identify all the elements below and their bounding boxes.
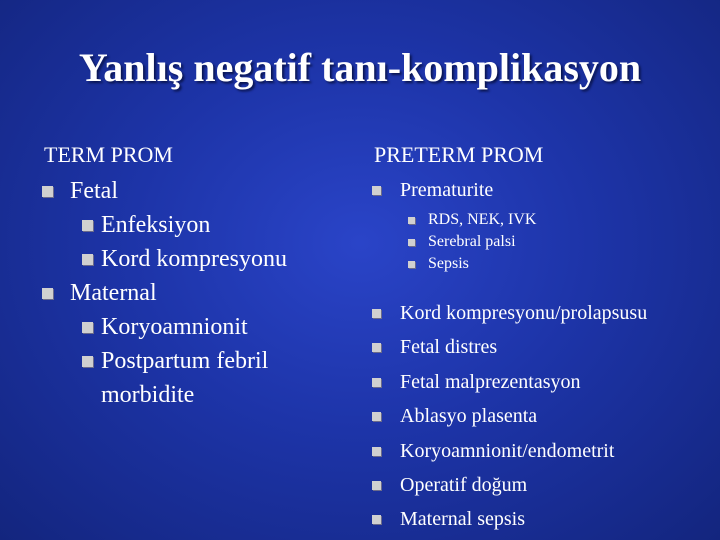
list-subitem xyxy=(42,208,287,242)
list-item xyxy=(372,468,647,502)
list-item-label: Maternal xyxy=(70,280,157,306)
list-item-label: Kord kompresyonu/prolapsusu xyxy=(400,302,648,324)
list-item xyxy=(372,502,647,536)
list-item xyxy=(372,296,647,330)
list-item-label: Fetal malprezentasyon xyxy=(400,370,581,393)
list-subitem-continuation: morbidite xyxy=(101,382,195,408)
term-prom-heading: TERM PROM xyxy=(44,142,173,167)
list-item xyxy=(372,330,647,364)
square-bullet-icon xyxy=(42,186,53,197)
square-bullet-icon xyxy=(408,239,415,246)
list-subitem-label: Serebral palsi xyxy=(428,233,516,250)
list-subitem-label: Postpartum febril xyxy=(101,348,269,374)
list-item-maternal xyxy=(42,276,287,310)
list-subitem-label: Koryoamnionit xyxy=(101,314,248,340)
preterm-prom-list xyxy=(372,296,647,537)
list-subitem xyxy=(42,344,287,378)
list-item xyxy=(372,365,647,399)
square-bullet-icon xyxy=(82,356,93,367)
list-subitem-label: Kord kompresyonu xyxy=(101,246,287,272)
list-subitem-label: RDS, NEK, IVK xyxy=(428,211,537,228)
list-item-label: Fetal xyxy=(70,178,118,204)
list-item xyxy=(372,434,647,468)
list-subitem xyxy=(372,209,536,231)
list-item-label: Operatif doğum xyxy=(400,474,528,497)
square-bullet-icon xyxy=(372,186,381,195)
square-bullet-icon xyxy=(42,288,53,299)
square-bullet-icon xyxy=(82,254,93,265)
square-bullet-icon xyxy=(372,412,381,421)
slide-title: Yanlış negatif tanı-komplikasyon xyxy=(78,45,642,90)
list-subitem xyxy=(372,253,536,275)
list-subitem xyxy=(42,242,287,276)
square-bullet-icon xyxy=(372,309,381,318)
list-subitem xyxy=(42,310,287,344)
list-item-label: Fetal distres xyxy=(400,336,498,359)
square-bullet-icon xyxy=(372,481,381,490)
square-bullet-icon xyxy=(82,322,93,333)
list-item-label: Ablasyo plasenta xyxy=(400,405,538,428)
list-subitem-label: Enfeksiyon xyxy=(101,212,211,238)
list-item-label: Prematurite xyxy=(400,179,494,201)
list-item-label: Maternal sepsis xyxy=(400,508,525,531)
square-bullet-icon xyxy=(372,343,381,352)
list-item-fetal xyxy=(42,174,287,208)
square-bullet-icon xyxy=(372,447,381,456)
square-bullet-icon xyxy=(372,378,381,387)
prematurite-subitems xyxy=(372,209,536,275)
list-item xyxy=(372,399,647,433)
square-bullet-icon xyxy=(408,217,415,224)
square-bullet-icon xyxy=(372,515,381,524)
list-item-prematurite xyxy=(372,173,493,207)
square-bullet-icon xyxy=(408,261,415,268)
preterm-prom-heading: PRETERM PROM xyxy=(374,142,544,167)
preterm-prom-first-item xyxy=(372,173,493,207)
term-prom-list xyxy=(42,174,287,412)
list-item-label: Koryoamnionit/endometrit xyxy=(400,439,615,462)
list-subitem xyxy=(372,231,536,253)
square-bullet-icon xyxy=(82,220,93,231)
list-subitem-label: Sepsis xyxy=(428,255,469,272)
